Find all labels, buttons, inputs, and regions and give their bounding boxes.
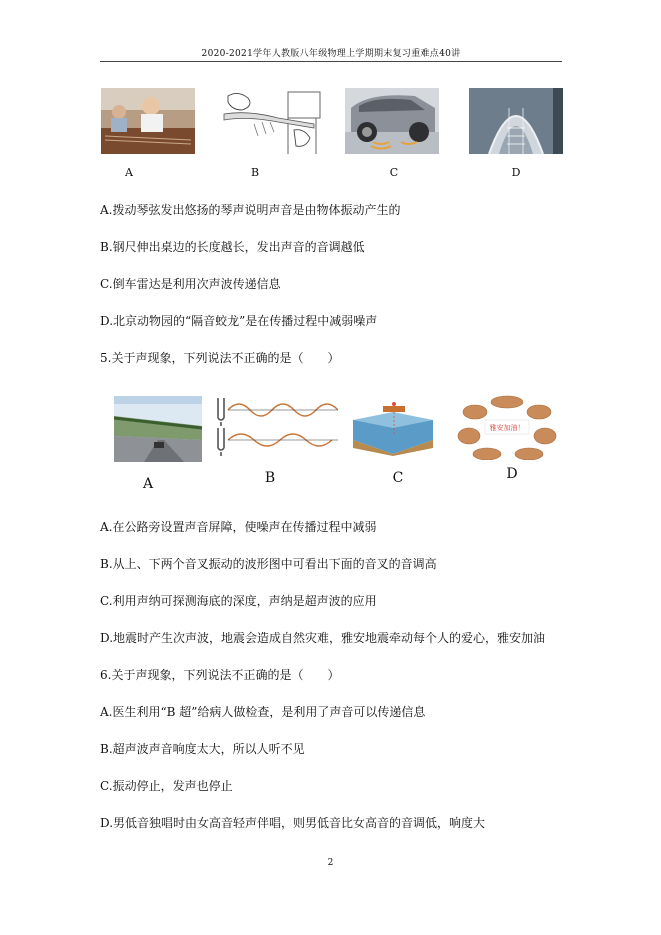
q5-option-c: C.利用声纳可探测海底的深度，声纳是超声波的应用 (100, 594, 377, 608)
figure1-label-b: B (250, 166, 260, 179)
q6-option-c: C.振动停止，发声也停止 (100, 779, 233, 793)
figure2-image-c (349, 396, 437, 456)
figure1-image-b (218, 88, 322, 154)
figure2-label-c: C (392, 470, 404, 486)
figure1-image-d (469, 88, 563, 154)
q4-option-c: C.倒车雷达是利用次声波传递信息 (100, 277, 281, 291)
q6-option-a: A.医生利用“B 超”给病人做检查，是利用了声音可以传递信息 (100, 705, 426, 719)
figure2-badge-text: 雅安加油！ (489, 424, 525, 432)
q6-option-b: B.超声波声音响度太大，所以人听不见 (100, 742, 305, 756)
q5-stem: 5.关于声现象，下列说法不正确的是（ ） (100, 351, 340, 365)
figure2-image-d (457, 394, 557, 460)
figure2-image-a (114, 396, 202, 462)
header-rule (100, 61, 562, 62)
q6-option-d: D.男低音独唱时由女高音轻声伴唱，则男低音比女高音的音调低，响度大 (100, 816, 486, 830)
figure1-image-a (101, 88, 195, 154)
q5-option-a: A.在公路旁设置声音屏障，使噪声在传播过程中减弱 (100, 520, 377, 534)
q4-option-b: B.钢尺伸出桌边的长度越长，发出声音的音调越低 (100, 240, 365, 254)
q5-option-b: B.从上、下两个音叉振动的波形图中可看出下面的音叉的音调高 (100, 557, 437, 571)
figure1-label-c: C (389, 166, 399, 179)
figure2-image-b (214, 396, 338, 456)
q6-stem: 6.关于声现象，下列说法不正确的是（ ） (100, 668, 340, 682)
figure1-label-d: D (511, 166, 521, 179)
figure2-label-d: D (506, 466, 518, 482)
figure1-label-a: A (125, 166, 133, 179)
figure2-label-b: B (264, 470, 276, 486)
q5-option-d: D.地震时产生次声波，地震会造成自然灾难，雅安地震牵动每个人的爱心，雅安加油 (100, 631, 546, 645)
q4-option-d: D.北京动物园的“隔音蛟龙”是在传播过程中减弱噪声 (100, 314, 378, 328)
figure2-label-a: A (142, 476, 154, 492)
page-number: 2 (327, 858, 334, 868)
q4-option-a: A.拨动琴弦发出悠扬的琴声说明声音是由物体振动产生的 (100, 203, 401, 217)
figure1-image-c (345, 88, 439, 154)
page-header: 2020-2021学年人教版八年级物理上学期期末复习重难点40讲 (201, 49, 461, 59)
